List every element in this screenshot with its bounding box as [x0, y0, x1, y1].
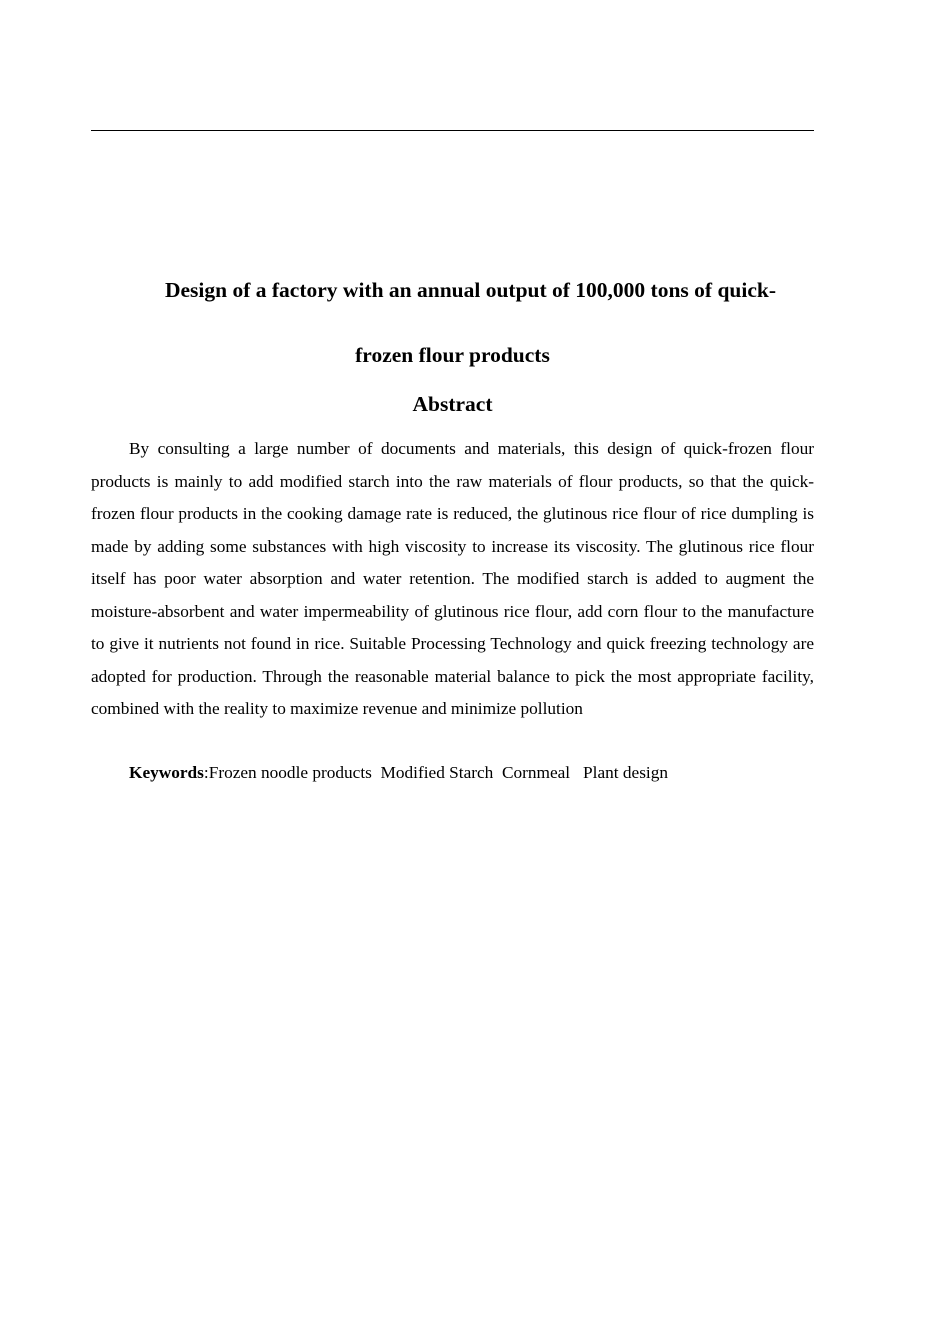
- keywords-line: [91, 757, 814, 790]
- document-title: [91, 258, 814, 388]
- keywords-separator: :: [203, 763, 209, 782]
- header-rule: [91, 130, 814, 131]
- abstract-body: By consulting a large number of documents and materials, this design of quick-frozen flour products is mainly to add modified starch into the raw materials of flour products, so that the quick-frozen flour products in the cooking damage rate is reduced, the glutinous rice flour of rice dumpling is made by adding some substances with high viscosity to increase its viscosity. The glutinous rice flour itself has poor water absorption and water retention. The modified starch is added to augment the moisture-absorbent and water impermeability of glutinous rice flour, add corn flour to the manufacture to give it nutrients not found in rice. Suitable Processing Technology and quick freezing technology are adopted for production. Through the reasonable material balance to pick the most appropriate facility, combined with the reality to maximize revenue and minimize pollution: [91, 439, 814, 718]
- title-line-1: Design of a factory with an annual output of 100,000 tons of quick-: [164, 278, 777, 302]
- title-line-2: frozen flour products: [355, 343, 550, 367]
- keywords-label: Keywords: [129, 763, 204, 782]
- abstract-heading: Abstract: [412, 392, 493, 416]
- keywords-list: Frozen noodle products Modified Starch Cornmeal Plant design: [208, 763, 669, 782]
